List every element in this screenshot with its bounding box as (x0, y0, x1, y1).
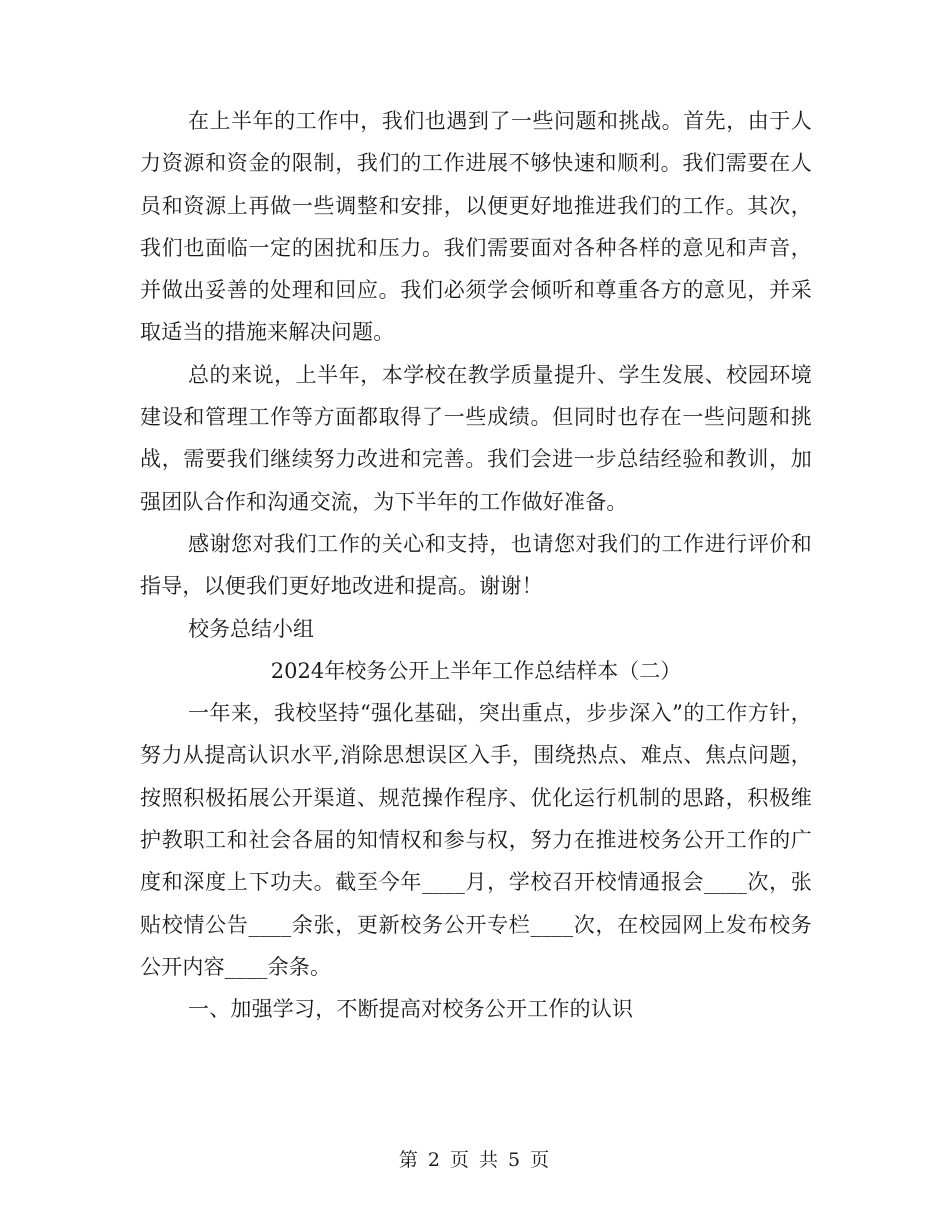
paragraph-heading-one: 一、加强学习，不断提高对校务公开工作的认识 (188, 997, 634, 1022)
document-body (140, 100, 812, 1031)
paragraph-intro: 一年来，我校坚持“强化基础，突出重点，步步深入”的工作方针，努力从提高认识水平,消除思想误区入手，围绕热点、难点、焦点问题，按照积极拓展公开渠道、规范操作程序、优化运行机制的思路，积极维护教职工和社会各届的知情权和参与权，努力在推进校务公开工作的广度和深度上下功夫。截至今年____月，学校召开校情通报会____次，张贴校情公告____余张，更新校务公开专栏____次，在校园网上发布校务公开内容____余条。 (140, 701, 812, 979)
section-title: 2024年校务公开上半年工作总结样本（二） (270, 658, 682, 683)
paragraph-thanks: 感谢您对我们工作的关心和支持，也请您对我们的工作进行评价和指导，以便我们更好地改进和提高。谢谢！ (140, 531, 812, 599)
signature: 校务总结小组 (188, 616, 314, 641)
page-number-footer: 第 2 页 共 5 页 (398, 1149, 552, 1171)
paragraph-summary: 总的来说，上半年，本学校在教学质量提升、学生发展、校园环境建设和管理工作等方面都取得了一些成绩。但同时也存在一些问题和挑战，需要我们继续努力改进和完善。我们会进一步总结经验和教训，加强团队合作和沟通交流，为下半年的工作做好准备。 (140, 362, 812, 514)
paragraph-challenges: 在上半年的工作中，我们也遇到了一些问题和挑战。首先，由于人力资源和资金的限制，我们的工作进展不够快速和顺利。我们需要在人员和资源上再做一些调整和安排，以便更好地推进我们的工作。其次，我们也面临一定的困扰和压力。我们需要面对各种各样的意见和声音，并做出妥善的处理和回应。我们必须学会倾听和尊重各方的意见，并采取适当的措施来解决问题。 (140, 109, 812, 345)
